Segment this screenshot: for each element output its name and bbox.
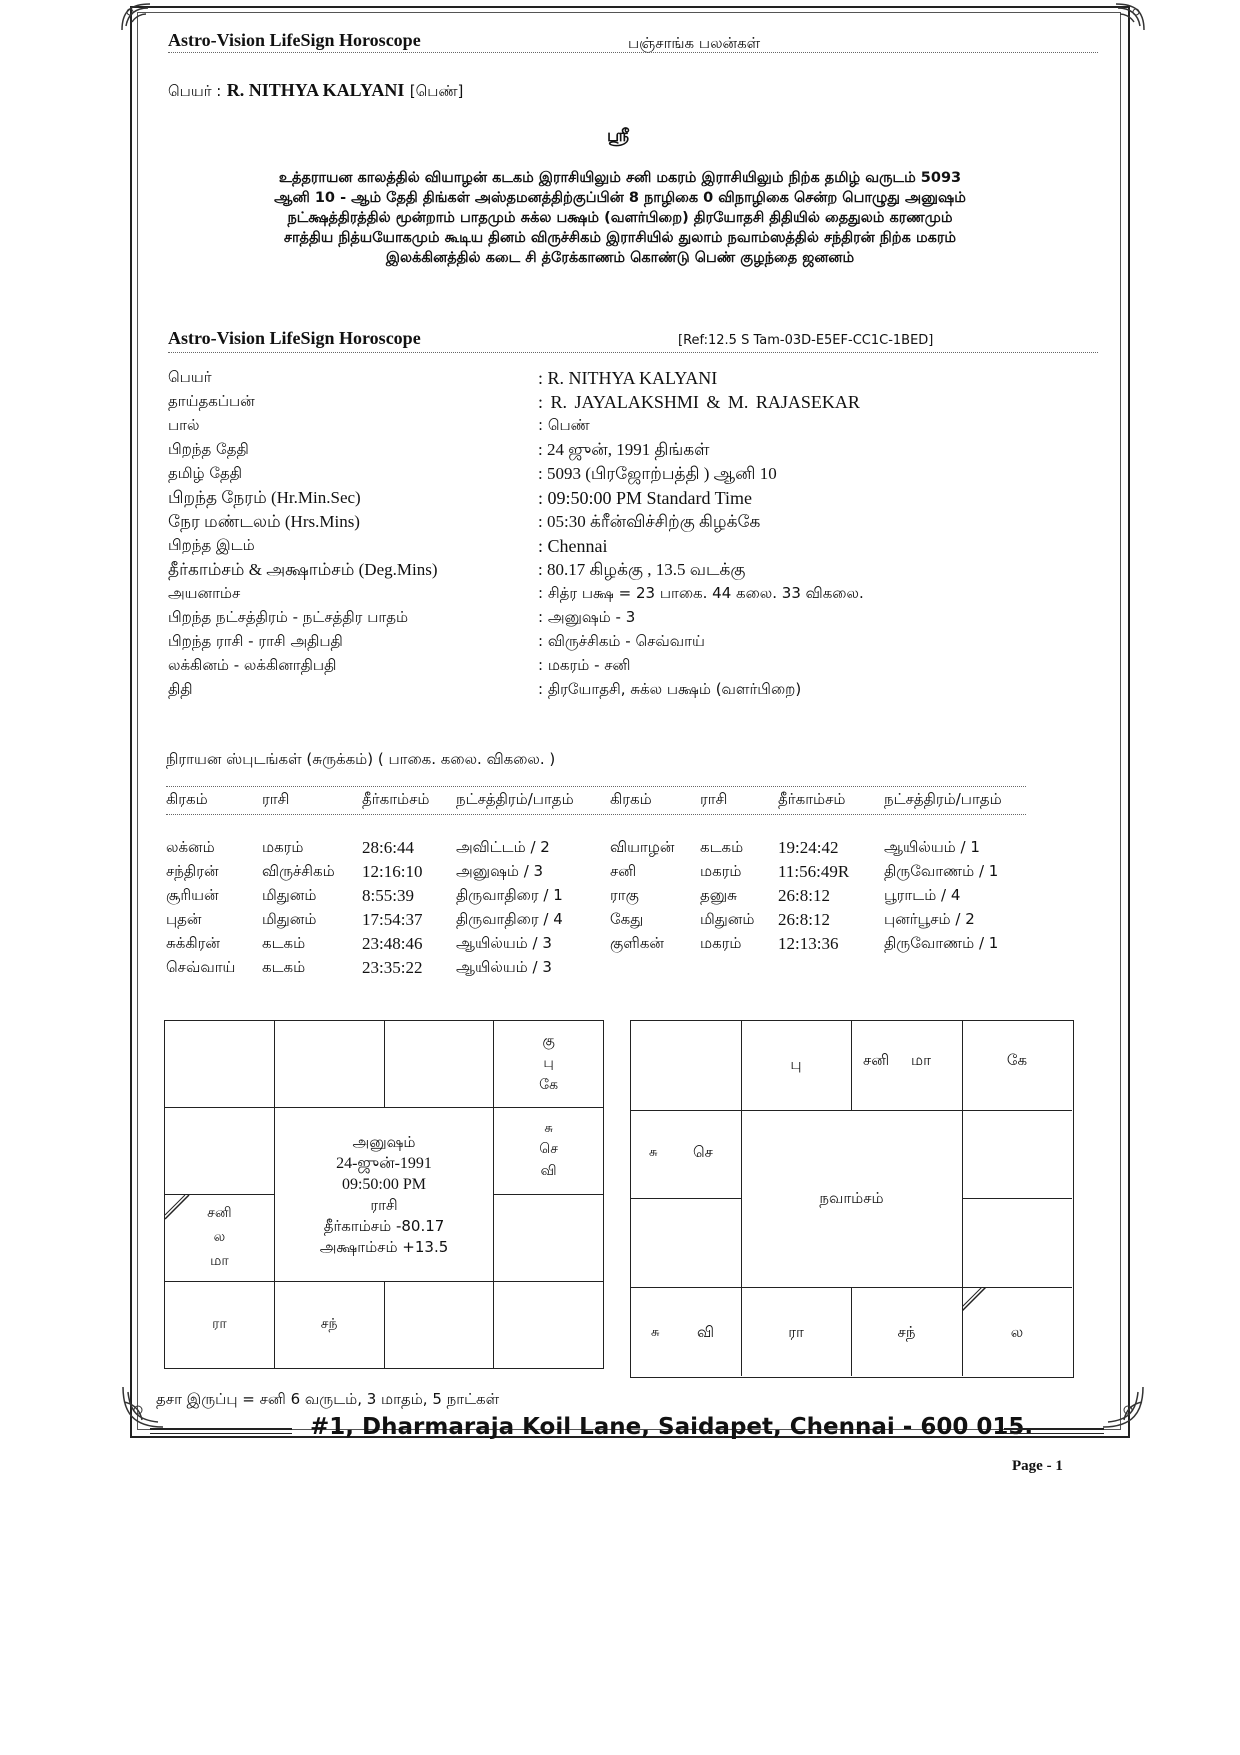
- detail-value: : Chennai: [538, 536, 608, 556]
- col-header: கிரகம்: [610, 790, 652, 808]
- rasi-house: [165, 1021, 275, 1108]
- planet-cell: புதன்: [166, 910, 202, 928]
- footer-line-right: [1004, 1428, 1104, 1430]
- detail-value: : 80.17 கிழக்கு , 13.5 வடக்கு: [538, 560, 746, 579]
- center-star: அனுஷம்: [352, 1132, 416, 1151]
- center-time: 09:50:00 PM: [341, 1175, 426, 1193]
- planet-cell: கடகம்: [700, 838, 744, 856]
- detail-label: பிறந்த தேதி: [168, 440, 249, 458]
- birth-paragraph: [160, 168, 1080, 268]
- planet-cell: ராகு: [610, 886, 639, 904]
- rasi-house: [494, 1108, 604, 1195]
- section2-brand: Astro-Vision LifeSign Horoscope: [168, 328, 421, 348]
- planet-cell: அனுஷம் / 3: [456, 862, 544, 880]
- planet-label: ல: [1010, 1323, 1024, 1341]
- section2-rule: [168, 352, 1098, 353]
- rasi-house: [165, 1282, 275, 1369]
- rasi-house: [494, 1021, 604, 1108]
- planet-cell: வியாழன்: [610, 838, 675, 856]
- detail-value: : R. JAYALAKSHMI & M. RAJASEKAR: [538, 392, 860, 412]
- planet-cell: குளிகன்: [610, 934, 664, 952]
- paragraph-line: இலக்கினத்தில் கடை சி த்ரேக்காணம் கொண்டு பெண் குழந்தை ஜனனம்: [385, 250, 855, 266]
- planet-cell: 23:48:46: [362, 934, 423, 953]
- grid-line: [962, 1198, 1072, 1199]
- detail-label: பிறந்த ராசி - ராசி அதிபதி: [168, 632, 343, 650]
- planet-label: செ: [693, 1143, 713, 1161]
- col-header: ராசி: [262, 790, 290, 808]
- planet-cell: புனர்பூசம் / 2: [884, 910, 975, 928]
- name-label: பெயர் :: [168, 82, 222, 100]
- detail-label: லக்கினம் - லக்கினாதிபதி: [168, 656, 337, 674]
- detail-value: : 05:30 க்ரீன்விச்சிற்கு கிழக்கே: [538, 512, 761, 531]
- planet-cell: சுக்கிரன்: [166, 934, 220, 952]
- paragraph-line: ஆனி 10 - ஆம் தேதி திங்கள் அஸ்தமனத்திற்குப்பின் 8 நாழிகை 0 விநாழிகை சென்ற பொழுது அனுஷம்: [274, 190, 966, 206]
- navamsa-grid: [630, 1020, 1074, 1378]
- planet-cell: ஆயில்யம் / 3: [456, 934, 552, 952]
- footer-address: #1, Dharmaraja Koil Lane, Saidapet, Chennai - 600 015.: [310, 1414, 1034, 1440]
- planet-cell: சூரியன்: [166, 886, 219, 904]
- grid-line: [631, 1287, 1072, 1288]
- planet-cell: சனி: [610, 862, 637, 880]
- planet-cell: கடகம்: [262, 958, 306, 976]
- center-longitude: தீர்காம்சம் -80.17: [323, 1216, 445, 1235]
- planet-cell: திருவாதிரை / 1: [456, 886, 563, 904]
- detail-label: திதி: [168, 680, 193, 698]
- planet-cell: 17:54:37: [362, 910, 423, 929]
- planet-label: வி: [540, 1163, 557, 1179]
- planet-label: சு: [651, 1325, 660, 1340]
- rasi-house: [494, 1195, 604, 1282]
- planet-cell: மகரம்: [700, 934, 742, 952]
- paragraph-line: சாத்திய நித்யயோகமும் கூடிய தினம் விருச்சிகம் இராசியில் துலாம் நவாம்ஸத்தில் சந்திரன் நிற்க மகரம்: [283, 230, 957, 246]
- planet-cell: மிதுனம்: [262, 910, 317, 928]
- planet-cell: அவிட்டம் / 2: [456, 838, 550, 856]
- planet-cell: திருவோணம் / 1: [884, 862, 999, 880]
- detail-label: நேர மண்டலம் (Hrs.Mins): [168, 512, 360, 531]
- col-header: தீர்காம்சம்: [778, 790, 846, 808]
- planet-cell: திருவோணம் / 1: [884, 934, 999, 952]
- detail-label: அயனாம்ச: [168, 584, 241, 602]
- name-line: [168, 80, 463, 102]
- planet-cell: 28:6:44: [362, 838, 414, 857]
- planet-cell: 23:35:22: [362, 958, 423, 977]
- col-header: கிரகம்: [166, 790, 208, 808]
- col-header: நட்சத்திரம்/பாதம்: [884, 790, 1002, 808]
- planet-cell: 8:55:39: [362, 886, 414, 905]
- footer-line-right-2: [1004, 1433, 1104, 1434]
- detail-value: : R. NITHYA KALYANI: [538, 368, 718, 388]
- page-number: Page - 1: [1012, 1458, 1063, 1474]
- planet-cell: திருவாதிரை / 4: [456, 910, 563, 928]
- rasi-house: [494, 1282, 604, 1369]
- planet-label: ரா: [212, 1316, 227, 1332]
- grid-line: [631, 1110, 1072, 1111]
- planets-top-rule: [166, 786, 1026, 787]
- detail-value: : 24 ஜுன், 1991 திங்கள்: [538, 440, 710, 459]
- planet-cell: மகரம்: [700, 862, 742, 880]
- footer-line-left: [150, 1428, 292, 1430]
- rasi-center: [274, 1108, 494, 1282]
- sri-symbol: ஸ்ரீ: [607, 126, 630, 146]
- planet-cell: 12:16:10: [362, 862, 423, 881]
- reference-code: [Ref:12.5 S Tam-03D-E5EF-CC1C-1BED]: [678, 333, 934, 348]
- rasi-chart: [164, 1020, 604, 1369]
- planet-cell: மகரம்: [262, 838, 304, 856]
- detail-value: : திரயோதசி, சுக்ல பக்ஷம் (வளர்பிறை): [538, 680, 802, 698]
- rasi-house: [384, 1021, 494, 1108]
- planet-label: சு: [649, 1145, 658, 1160]
- section-title: பஞ்சாங்க பலன்கள்: [628, 34, 761, 52]
- rasi-house: [274, 1021, 384, 1108]
- planet-cell: கடகம்: [262, 934, 306, 952]
- ornament-bottom-right-icon: [1098, 1382, 1148, 1432]
- rasi-house: [165, 1108, 275, 1195]
- planet-cell: மிதுனம்: [262, 886, 317, 904]
- gender-tag: [பெண்]: [409, 82, 464, 100]
- planet-cell: பூராடம் / 4: [884, 886, 961, 904]
- planet-label: ரா: [788, 1323, 804, 1341]
- detail-label: தீர்காம்சம் & அக்ஷாம்சம் (Deg.Mins): [168, 560, 438, 579]
- dasa-balance: தசா இருப்பு = சனி 6 வருடம், 3 மாதம், 5 நாட்கள்: [156, 1390, 500, 1408]
- planet-cell: 12:13:36: [778, 934, 839, 953]
- center-rasi-label: ராசி: [370, 1195, 398, 1214]
- ornament-top-left-icon: [118, 0, 158, 40]
- planet-label: மா: [911, 1051, 931, 1069]
- detail-value: : மகரம் - சனி: [538, 656, 631, 674]
- planet-cell: 26:8:12: [778, 910, 830, 929]
- planet-cell: மிதுனம்: [700, 910, 755, 928]
- planet-cell: 19:24:42: [778, 838, 839, 857]
- detail-label: பிறந்த நேரம் (Hr.Min.Sec): [168, 488, 361, 507]
- lagna-marker-icon: [962, 1287, 988, 1313]
- planet-label: பு: [543, 1055, 554, 1071]
- detail-value: : 5093 (பிரஜோற்பத்தி ) ஆனி 10: [538, 464, 777, 483]
- planet-cell: கேது: [610, 910, 644, 928]
- planet-label: கே: [539, 1077, 559, 1093]
- center-latitude: அக்ஷாம்சம் +13.5: [319, 1237, 449, 1256]
- planet-cell: 11:56:49R: [778, 862, 850, 881]
- rasi-house: [384, 1282, 494, 1369]
- detail-value: : விருச்சிகம் - செவ்வாய்: [538, 632, 705, 650]
- planet-cell: தனுசு: [700, 886, 737, 904]
- brand-title: Astro-Vision LifeSign Horoscope: [168, 30, 421, 50]
- planet-label: கே: [1006, 1051, 1028, 1069]
- planet-cell: ஆயில்யம் / 1: [884, 838, 980, 856]
- detail-label: பால்: [168, 416, 200, 434]
- col-header: ராசி: [700, 790, 728, 808]
- planet-label: கு: [542, 1033, 555, 1049]
- detail-value: : 09:50:00 PM Standard Time: [538, 488, 753, 508]
- planet-label: சனி: [863, 1051, 890, 1069]
- col-header: நட்சத்திரம்/பாதம்: [456, 790, 574, 808]
- planet-cell: சந்திரன்: [166, 862, 219, 880]
- grid-line: [851, 1021, 852, 1110]
- planet-cell: செவ்வாய்: [166, 958, 236, 976]
- center-date: 24-ஜுன்-1991: [336, 1154, 432, 1172]
- detail-value: : அனுஷம் - 3: [538, 608, 636, 626]
- planet-label: மா: [210, 1253, 229, 1269]
- planet-label: ல: [213, 1229, 226, 1245]
- planet-label: சந்: [320, 1316, 338, 1332]
- detail-value: : சித்ர பக்ஷ = 23 பாகை. 44 கலை. 33 விகலை.: [538, 584, 864, 602]
- paragraph-line: உத்தராயன காலத்தில் வியாழன் கடகம் இராசியிலும் சனி மகரம் இராசியிலும் நிற்க தமிழ் வருடம் 5093: [278, 170, 962, 186]
- detail-label: தாய்தகப்பன்: [168, 392, 255, 410]
- lagna-marker-icon: [165, 1195, 191, 1221]
- rasi-house: [274, 1282, 384, 1369]
- planet-label: செ: [539, 1141, 558, 1157]
- footer-line-left-2: [150, 1433, 292, 1434]
- detail-value: : பெண்: [538, 416, 590, 434]
- name-value: R. NITHYA KALYANI: [226, 80, 405, 100]
- planet-label: பு: [790, 1055, 802, 1073]
- detail-label: பிறந்த நட்சத்திரம் - நட்சத்திர பாதம்: [168, 608, 409, 626]
- paragraph-line: நட்க்ஷத்திரத்தில் மூன்றாம் பாதமும் சுக்ல பக்ஷம் (வளர்பிறை) திரயோதசி திதியில் தைதுலம் கரணமும்: [287, 210, 953, 226]
- planet-label: சு: [544, 1121, 553, 1136]
- planet-cell: 26:8:12: [778, 886, 830, 905]
- planets-title: நிராயன ஸ்புடங்கள் (சுருக்கம்) ( பாகை. கலை. விகலை. ): [166, 750, 556, 768]
- planet-label: சனி: [207, 1205, 232, 1221]
- detail-label: பிறந்த இடம்: [168, 536, 255, 554]
- planet-label: வி: [697, 1323, 715, 1341]
- col-header: தீர்காம்சம்: [362, 790, 430, 808]
- planet-cell: ஆயில்யம் / 3: [456, 958, 552, 976]
- rasi-house: [165, 1195, 275, 1282]
- detail-label: பெயர்: [168, 368, 212, 386]
- detail-label: தமிழ் தேதி: [168, 464, 243, 482]
- ornament-top-right-icon: [1108, 0, 1148, 40]
- planets-header-rule: [166, 814, 1026, 815]
- grid-line: [631, 1198, 741, 1199]
- navamsa-center-label: நவாம்சம்: [819, 1189, 884, 1207]
- planet-cell: லக்னம்: [166, 838, 215, 856]
- planet-cell: விருச்சிகம்: [262, 862, 335, 880]
- planet-label: சந்: [897, 1323, 916, 1341]
